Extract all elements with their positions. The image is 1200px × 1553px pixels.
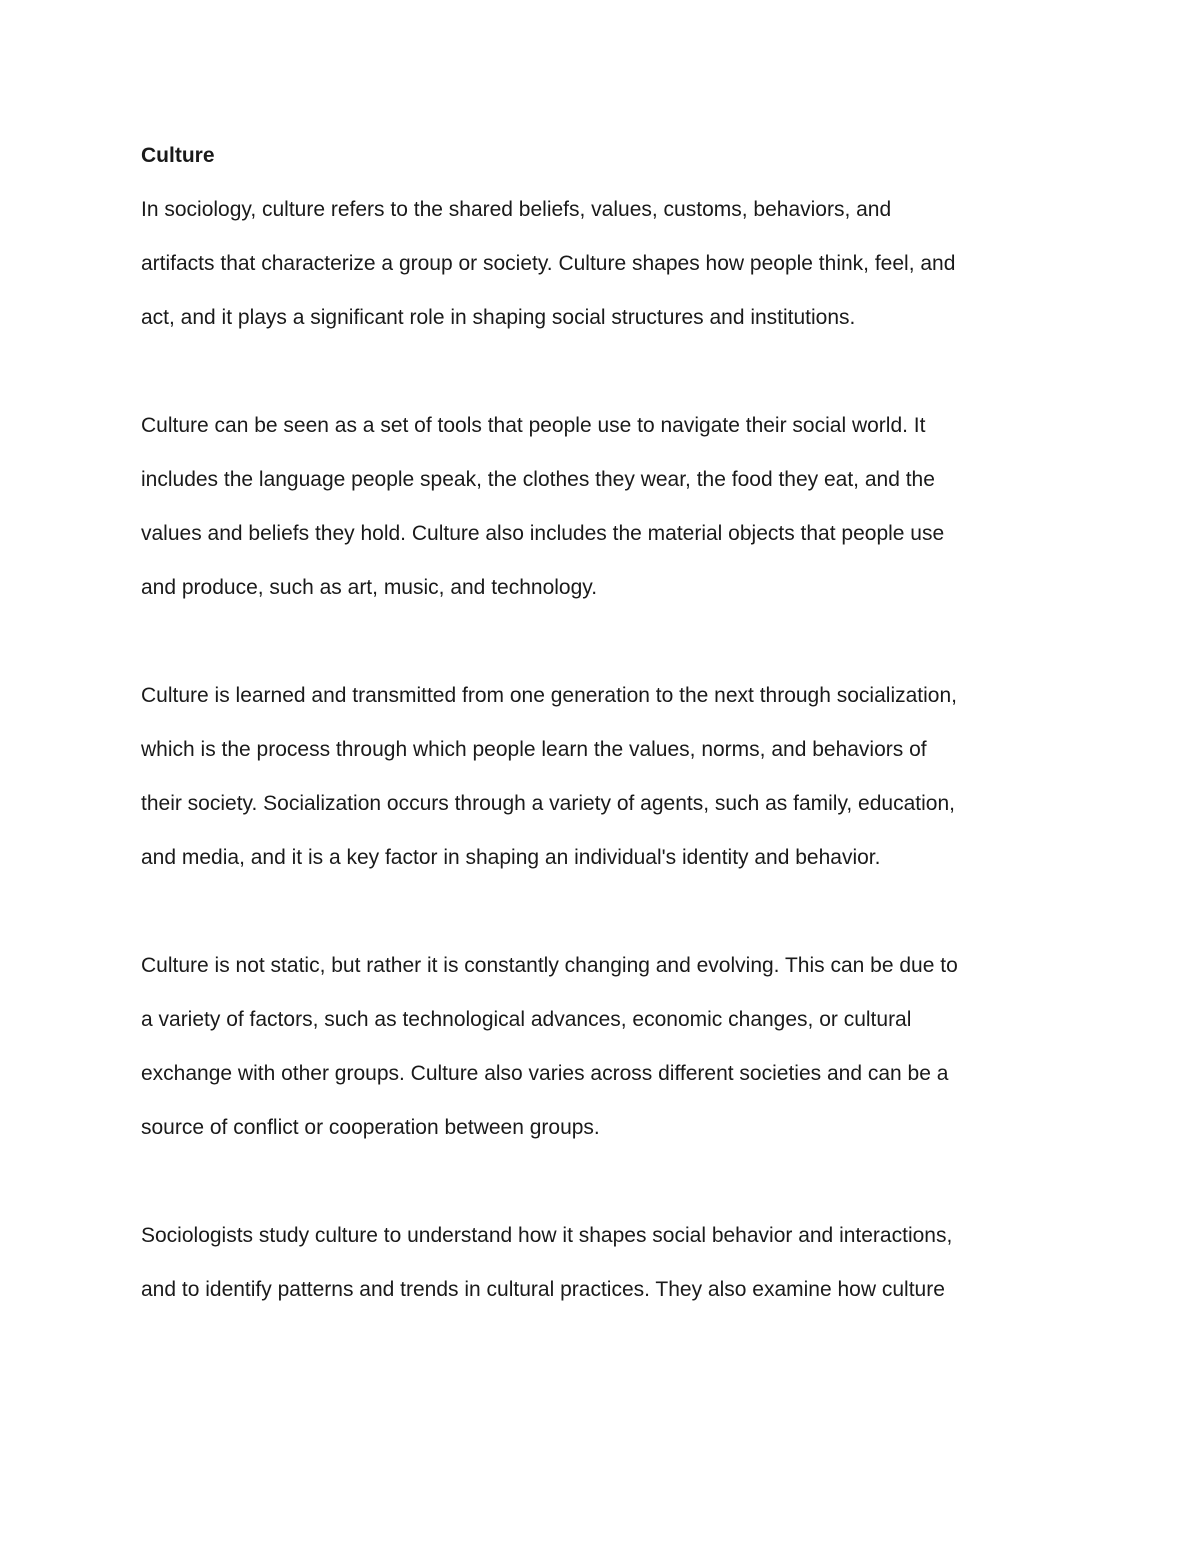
paragraph-line: Culture can be seen as a set of tools that people use to navigate their social world. It bbox=[141, 414, 926, 437]
paragraph-line: In sociology, culture refers to the shared beliefs, values, customs, behaviors, and bbox=[141, 198, 892, 221]
paragraph-line: their society. Socialization occurs through a variety of agents, such as family, education, bbox=[141, 792, 955, 815]
paragraph-line: artifacts that characterize a group or society. Culture shapes how people think, feel, and bbox=[141, 252, 956, 275]
paragraph-line: source of conflict or cooperation between groups. bbox=[141, 1116, 600, 1139]
paragraph-line: Culture is not static, but rather it is constantly changing and evolving. This can be due to bbox=[141, 954, 958, 977]
paragraph-line: values and beliefs they hold. Culture also includes the material objects that people use bbox=[141, 522, 945, 545]
paragraph-5 bbox=[141, 1216, 1081, 1324]
document-body bbox=[141, 136, 1081, 1378]
paragraph-line: and to identify patterns and trends in cultural practices. They also examine how culture bbox=[141, 1278, 945, 1301]
paragraph-1 bbox=[141, 190, 1081, 352]
document-title: Culture bbox=[141, 144, 215, 167]
paragraph-line: includes the language people speak, the clothes they wear, the food they eat, and the bbox=[141, 468, 935, 491]
paragraph-line: and produce, such as art, music, and technology. bbox=[141, 576, 598, 599]
paragraph-4 bbox=[141, 946, 1081, 1162]
paragraph-line: which is the process through which people learn the values, norms, and behaviors of bbox=[141, 738, 927, 761]
paragraph-3 bbox=[141, 676, 1081, 892]
paragraph-line: act, and it plays a significant role in shaping social structures and institutions. bbox=[141, 306, 856, 329]
paragraph-line: exchange with other groups. Culture also varies across different societies and can be a bbox=[141, 1062, 949, 1085]
paragraph-line: and media, and it is a key factor in shaping an individual's identity and behavior. bbox=[141, 846, 881, 869]
paragraph-line: a variety of factors, such as technological advances, economic changes, or cultural bbox=[141, 1008, 912, 1031]
paragraph-line: Culture is learned and transmitted from one generation to the next through socialization, bbox=[141, 684, 957, 707]
paragraph-line: Sociologists study culture to understand how it shapes social behavior and interactions, bbox=[141, 1224, 953, 1247]
paragraph-2 bbox=[141, 406, 1081, 622]
